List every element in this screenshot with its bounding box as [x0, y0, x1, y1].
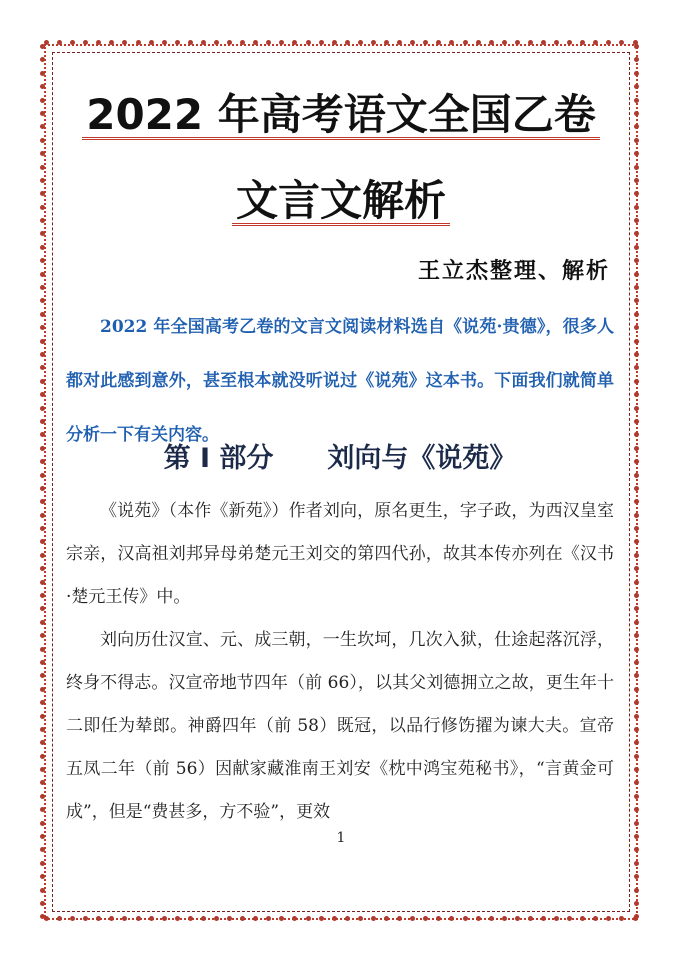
border-dot — [634, 312, 639, 317]
border-dot — [619, 40, 624, 45]
border-dot — [40, 767, 45, 772]
border-dot — [70, 40, 75, 45]
intro-paragraph: 2022 年全国高考乙卷的文言文阅读材料选自《说苑·贵德》，很多人都对此感到意外，甚至根本就没听说过《说苑》这本书。下面我们就简单分析一下有关内容。 — [66, 317, 614, 445]
border-dot — [567, 916, 572, 921]
border-dot — [253, 916, 258, 921]
border-dot — [40, 111, 45, 116]
border-dot — [57, 40, 62, 45]
border-dot — [40, 539, 45, 544]
border-dot — [201, 40, 206, 45]
border-dot — [554, 40, 559, 45]
border-dot — [40, 513, 45, 518]
border-dot — [40, 379, 45, 384]
border-dot — [634, 807, 639, 812]
border-dot — [634, 218, 639, 223]
border-dot — [136, 40, 141, 45]
border-dot — [528, 916, 533, 921]
border-dot — [634, 272, 639, 277]
border-dot — [634, 888, 639, 893]
border-dot — [634, 379, 639, 384]
border-dot — [634, 44, 639, 49]
border-dot — [634, 473, 639, 478]
border-dot — [40, 339, 45, 344]
border-dot — [634, 633, 639, 638]
border-dot — [40, 459, 45, 464]
border-dot — [554, 916, 559, 921]
border-dot — [423, 916, 428, 921]
border-dot — [40, 272, 45, 277]
border-dot — [634, 339, 639, 344]
document-title-line2 — [60, 176, 622, 226]
border-dot — [634, 298, 639, 303]
border-dot — [634, 539, 639, 544]
border-dot — [634, 258, 639, 263]
border-dot — [40, 914, 45, 919]
border-dot — [634, 325, 639, 330]
border-dot — [634, 459, 639, 464]
border-dots-right — [634, 44, 642, 920]
border-dot — [40, 821, 45, 826]
border-dot — [634, 231, 639, 236]
border-dot — [410, 916, 415, 921]
border-dot — [40, 794, 45, 799]
author-credit: 王立杰整理、解析 — [417, 258, 610, 284]
border-dot — [634, 406, 639, 411]
border-dots-bottom — [44, 916, 638, 924]
border-dot — [634, 138, 639, 143]
section-part-label: 第 I 部分 — [163, 443, 274, 474]
border-dot — [634, 432, 639, 437]
border-dot — [371, 40, 376, 45]
border-dot — [83, 916, 88, 921]
border-dot — [358, 916, 363, 921]
border-dot — [593, 40, 598, 45]
page-number: 1 — [336, 830, 346, 846]
border-dot — [606, 916, 611, 921]
border-dot — [634, 419, 639, 424]
border-dot — [188, 40, 193, 45]
border-dot — [83, 40, 88, 45]
border-dot — [634, 566, 639, 571]
border-dot — [40, 714, 45, 719]
border-dot — [40, 499, 45, 504]
border-dot — [40, 446, 45, 451]
border-dot — [40, 727, 45, 732]
border-dot — [40, 352, 45, 357]
border-dot — [634, 673, 639, 678]
border-dot — [96, 40, 101, 45]
border-dot — [40, 298, 45, 303]
border-dot — [292, 916, 297, 921]
border-dot — [345, 40, 350, 45]
border-dots-top — [44, 40, 638, 48]
border-dot — [40, 807, 45, 812]
border-dot — [332, 916, 337, 921]
border-dot — [162, 916, 167, 921]
border-dot — [397, 40, 402, 45]
border-dot — [40, 580, 45, 585]
border-dot — [40, 700, 45, 705]
border-dot — [214, 40, 219, 45]
border-dot — [40, 57, 45, 62]
border-dot — [227, 916, 232, 921]
border-dot — [40, 392, 45, 397]
border-dot — [449, 40, 454, 45]
border-dot — [384, 916, 389, 921]
border-dot — [40, 165, 45, 170]
body-text — [66, 490, 614, 834]
border-dot — [606, 40, 611, 45]
border-dot — [345, 916, 350, 921]
border-dot — [634, 84, 639, 89]
border-dot — [634, 593, 639, 598]
border-dot — [175, 916, 180, 921]
border-dot — [40, 191, 45, 196]
border-dot — [634, 754, 639, 759]
border-dot — [634, 553, 639, 558]
border-dot — [634, 914, 639, 919]
border-dot — [240, 40, 245, 45]
title-line2-text: 文言文解析 — [232, 179, 450, 226]
border-dot — [463, 40, 468, 45]
border-dot — [40, 566, 45, 571]
border-dot — [40, 84, 45, 89]
border-dot — [397, 916, 402, 921]
border-dot — [40, 365, 45, 370]
border-dot — [463, 916, 468, 921]
border-dot — [423, 40, 428, 45]
border-dot — [40, 593, 45, 598]
border-dot — [476, 916, 481, 921]
border-dot — [634, 780, 639, 785]
border-dot — [476, 40, 481, 45]
border-dot — [634, 714, 639, 719]
border-dot — [240, 916, 245, 921]
border-dot — [634, 111, 639, 116]
border-dot — [634, 124, 639, 129]
border-dot — [279, 916, 284, 921]
border-dot — [634, 620, 639, 625]
border-dot — [149, 916, 154, 921]
border-dot — [40, 620, 45, 625]
border-dot — [40, 98, 45, 103]
border-dot — [634, 727, 639, 732]
border-dot — [410, 40, 415, 45]
border-dot — [175, 40, 180, 45]
border-dot — [580, 916, 585, 921]
border-dot — [109, 916, 114, 921]
border-dot — [40, 486, 45, 491]
border-dot — [109, 40, 114, 45]
border-dot — [40, 633, 45, 638]
border-dot — [449, 916, 454, 921]
border-dot — [40, 245, 45, 250]
border-dot — [40, 285, 45, 290]
body-paragraph: 刘向历仕汉宣、元、成三朝，一生坎坷，几次入狱，仕途起落沉浮，终身不得志。汉宣帝地节四年（前 66），以其父刘德拥立之故，更生年十二即任为辇郎。神爵四年（前 58）既冠，以品行修饬擢为谏大夫。宣帝五凤二年（前 56）因献家藏淮南王刘安《枕中鸿宝苑秘书》，“言黄金可成”，但是“费甚多，方不验”，更效 — [66, 630, 614, 822]
border-dot — [227, 40, 232, 45]
border-dot — [40, 44, 45, 49]
border-dot — [40, 780, 45, 785]
border-dot — [634, 580, 639, 585]
border-dot — [266, 916, 271, 921]
border-dot — [634, 821, 639, 826]
border-dot — [40, 432, 45, 437]
border-dot — [634, 660, 639, 665]
border-dot — [634, 486, 639, 491]
border-dot — [634, 352, 639, 357]
border-dot — [57, 916, 62, 921]
body-paragraph: 《说苑》（本作《新苑》）作者刘向，原名更生，字子政，为西汉皇室宗亲，汉高祖刘邦异母弟楚元王刘交的第四代孙，故其本传亦列在《汉书·楚元王传》中。 — [66, 501, 614, 607]
border-dot — [40, 861, 45, 866]
border-dot — [634, 205, 639, 210]
border-dot — [634, 71, 639, 76]
border-dot — [136, 916, 141, 921]
border-dot — [634, 700, 639, 705]
border-dot — [40, 754, 45, 759]
border-dot — [634, 98, 639, 103]
border-dot — [201, 916, 206, 921]
border-dot — [634, 165, 639, 170]
border-dot — [40, 647, 45, 652]
border-dot — [502, 40, 507, 45]
border-dot — [40, 218, 45, 223]
border-dot — [40, 124, 45, 129]
border-dot — [515, 40, 520, 45]
border-dot — [634, 740, 639, 745]
border-dot — [541, 40, 546, 45]
border-dot — [619, 916, 624, 921]
border-dot — [634, 57, 639, 62]
border-dot — [634, 245, 639, 250]
border-dot — [122, 916, 127, 921]
border-dot — [253, 40, 258, 45]
border-dot — [634, 151, 639, 156]
border-dot — [40, 178, 45, 183]
border-dot — [306, 916, 311, 921]
border-dot — [40, 205, 45, 210]
border-dot — [70, 916, 75, 921]
border-dot — [40, 151, 45, 156]
border-dot — [40, 231, 45, 236]
border-dot — [40, 874, 45, 879]
border-dot — [40, 419, 45, 424]
border-dot — [371, 916, 376, 921]
border-dot — [634, 647, 639, 652]
border-dot — [40, 258, 45, 263]
border-dot — [40, 473, 45, 478]
border-dot — [188, 916, 193, 921]
border-dot — [634, 794, 639, 799]
border-dot — [634, 874, 639, 879]
border-dot — [332, 40, 337, 45]
border-dot — [358, 40, 363, 45]
border-dot — [214, 916, 219, 921]
border-dot — [40, 71, 45, 76]
border-dot — [40, 888, 45, 893]
border-dot — [634, 392, 639, 397]
document-title-line1 — [60, 90, 622, 140]
border-dot — [122, 40, 127, 45]
border-dot — [40, 740, 45, 745]
border-dot — [634, 365, 639, 370]
border-dot — [567, 40, 572, 45]
section-heading — [66, 436, 614, 475]
border-dot — [580, 40, 585, 45]
border-dot — [149, 40, 154, 45]
border-dot — [40, 526, 45, 531]
border-dot — [266, 40, 271, 45]
border-dot — [279, 40, 284, 45]
border-dot — [489, 916, 494, 921]
border-dot — [634, 513, 639, 518]
title-line1-text: 2022 年高考语文全国乙卷 — [82, 93, 600, 140]
border-dot — [634, 191, 639, 196]
border-dot — [40, 406, 45, 411]
border-dot — [40, 847, 45, 852]
border-dot — [634, 178, 639, 183]
border-dot — [292, 40, 297, 45]
border-dot — [40, 138, 45, 143]
border-dot — [40, 312, 45, 317]
border-dot — [96, 916, 101, 921]
border-dot — [634, 687, 639, 692]
border-dot — [528, 40, 533, 45]
border-dot — [319, 40, 324, 45]
border-dot — [40, 673, 45, 678]
border-dot — [634, 285, 639, 290]
border-dot — [634, 446, 639, 451]
border-dot — [634, 901, 639, 906]
border-dot — [436, 916, 441, 921]
border-dot — [436, 40, 441, 45]
border-dot — [541, 916, 546, 921]
border-dot — [515, 916, 520, 921]
border-dot — [40, 606, 45, 611]
border-dot — [593, 916, 598, 921]
border-dot — [384, 40, 389, 45]
border-dot — [634, 767, 639, 772]
border-dot — [634, 499, 639, 504]
border-dot — [634, 606, 639, 611]
section-topic: 刘向与《说苑》 — [327, 443, 517, 474]
border-dot — [489, 40, 494, 45]
border-dot — [319, 916, 324, 921]
border-dot — [40, 553, 45, 558]
border-dot — [162, 40, 167, 45]
border-dot — [634, 861, 639, 866]
border-dot — [40, 687, 45, 692]
border-dot — [40, 901, 45, 906]
border-dot — [40, 660, 45, 665]
border-dot — [502, 916, 507, 921]
border-dot — [634, 526, 639, 531]
border-dot — [634, 847, 639, 852]
border-dot — [40, 325, 45, 330]
border-dots-left — [40, 44, 48, 920]
border-dot — [306, 40, 311, 45]
